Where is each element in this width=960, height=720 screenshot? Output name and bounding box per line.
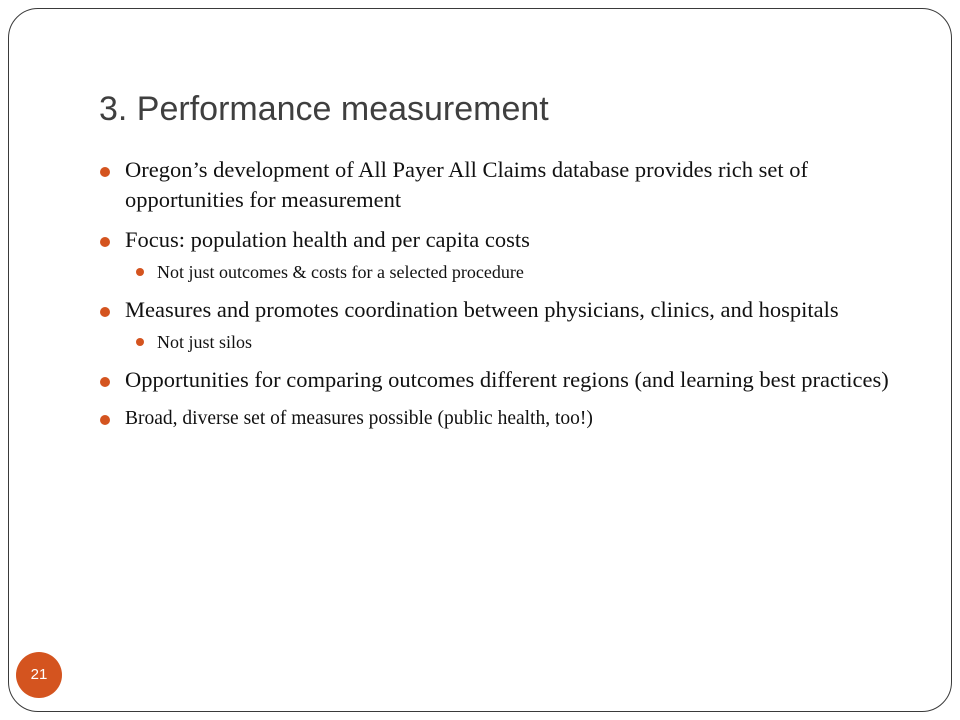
bullet-dot-icon xyxy=(100,377,110,387)
bullet-list xyxy=(100,155,900,433)
sub-bullet-text: Not just silos xyxy=(157,332,253,352)
bullet-item xyxy=(100,225,900,255)
page-number-badge: 21 xyxy=(16,652,62,698)
bullet-text: Broad, diverse set of measures possible (public health, too!) xyxy=(125,408,593,429)
bullet-text: Focus: population health and per capita costs xyxy=(125,227,530,252)
bullet-item xyxy=(100,365,900,395)
bullet-item xyxy=(100,405,900,433)
bullet-text: Oregon’s development of All Payer All Claims database provides rich set of opportunities for measurement xyxy=(125,157,808,212)
bullet-dot-icon xyxy=(100,237,110,247)
bullet-dot-icon xyxy=(100,307,110,317)
sub-bullet-dot-icon xyxy=(136,268,144,276)
bullet-text: Measures and promotes coordination between physicians, clinics, and hospitals xyxy=(125,297,839,322)
sub-bullet-item xyxy=(100,329,900,355)
sub-bullet-text: Not just outcomes & costs for a selected procedure xyxy=(157,262,524,282)
slide-title: 3. Performance measurement xyxy=(99,90,549,128)
bullet-dot-icon xyxy=(100,167,110,177)
sub-bullet-item xyxy=(100,259,900,285)
bullet-item xyxy=(100,295,900,325)
bullet-dot-icon xyxy=(100,415,110,425)
bullet-item xyxy=(100,155,900,215)
bullet-text: Opportunities for comparing outcomes different regions (and learning best practices) xyxy=(125,367,889,392)
sub-bullet-dot-icon xyxy=(136,338,144,346)
